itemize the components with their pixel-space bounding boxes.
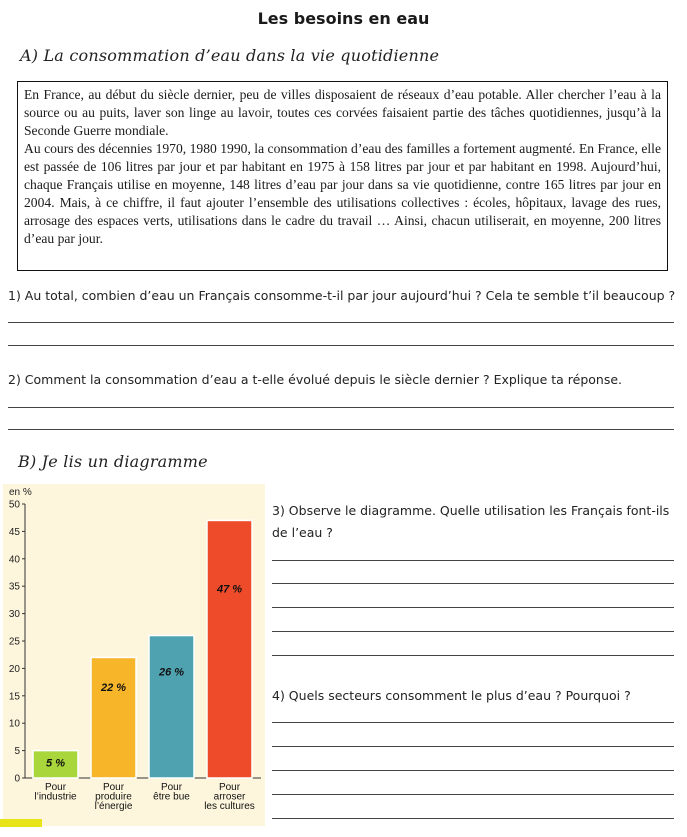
x-category-label: Pour xyxy=(160,782,183,793)
answer-line[interactable] xyxy=(272,631,674,632)
x-category-label: Pour xyxy=(44,782,67,793)
answer-line[interactable] xyxy=(272,722,674,723)
question-1: 1) Au total, combien d’eau un Français consomme-t-il par jour aujourd’hui ? Cela te semble t’il beaucoup ? xyxy=(8,288,676,303)
answer-line[interactable] xyxy=(8,407,674,408)
answer-line[interactable] xyxy=(272,818,674,819)
bar-2 xyxy=(91,657,136,778)
bar-data-label: 22 % xyxy=(100,682,127,695)
paragraph-1: En France, au début du siècle dernier, peu de villes disposaient de réseaux d’eau potable. Aller chercher l’eau à la source ou au puits, laver son linge au lavoir, toutes ces corvées faisaient partie des tâches quotidiennes, jusqu’à la Seconde Guerre mondiale. xyxy=(24,87,661,138)
y-tick-label: 40 xyxy=(8,554,20,566)
y-tick-label: 30 xyxy=(8,609,20,621)
y-axis-label: en % xyxy=(9,487,32,498)
answer-line[interactable] xyxy=(272,746,674,747)
y-tick-label: 50 xyxy=(8,499,20,511)
question-3: 3) Observe le diagramme. Quelle utilisation les Français font-ils de l’eau ? xyxy=(272,503,670,540)
y-tick-label: 15 xyxy=(8,691,20,703)
y-tick-label: 20 xyxy=(8,663,20,675)
reading-text-box xyxy=(17,81,668,271)
answer-line[interactable] xyxy=(272,560,674,561)
decorative-strip xyxy=(0,819,42,827)
x-category-label: Pour xyxy=(218,782,241,793)
y-tick-label: 10 xyxy=(8,718,20,730)
answer-line[interactable] xyxy=(272,770,674,771)
question-2: 2) Comment la consommation d’eau a t-elle évolué depuis le siècle dernier ? Explique ta réponse. xyxy=(8,372,623,387)
paragraph-2: Au cours des décennies 1970, 1980 1990, la consommation d’eau des familles a fortement augmenté. En France, elle est passée de 106 litres par jour et par habitant en 1975 à 158 litres par jour et par habitant en 1998. Aujourd’hui, chaque Français utilise en moyenne, 148 litres d’eau par jour dans sa vie quotidienne, contre 165 litres par jour en 2004. Mais, à ce chiffre, il faut ajouter l’ensemble des utilisations collectives : écoles, hôpitaux, lavage des rues, arrosage des espaces verts, utilisations dans le cadre du travail … Ainsi, chacun utiliserait, en moyenne, 200 litres d’eau par jour. xyxy=(24,141,661,246)
bar-chart xyxy=(3,484,265,826)
bar-data-label: 47 % xyxy=(216,583,243,596)
page-title: Les besoins en eau xyxy=(257,9,430,28)
x-category-label: Pour xyxy=(102,782,125,793)
answer-line[interactable] xyxy=(272,607,674,608)
chart-svg xyxy=(3,484,265,826)
y-tick-label: 45 xyxy=(8,526,20,538)
y-tick-label: 25 xyxy=(8,636,20,648)
bar-data-label: 5 % xyxy=(46,757,65,770)
answer-line[interactable] xyxy=(8,429,674,430)
section-a-heading: A) La consommation d’eau dans la vie quotidienne xyxy=(20,46,440,65)
x-category-label: arroser xyxy=(213,791,246,803)
y-tick-label: 35 xyxy=(8,581,20,593)
answer-line[interactable] xyxy=(272,655,674,656)
answer-line[interactable] xyxy=(8,345,674,346)
x-category-label: l’industrie xyxy=(34,791,77,803)
x-category-label: produire xyxy=(95,791,132,803)
bar-3 xyxy=(149,636,194,778)
y-tick-label: 5 xyxy=(14,746,20,758)
bar-data-label: 26 % xyxy=(158,666,185,679)
x-category-label: l’énergie xyxy=(94,801,133,812)
x-category-label: les cultures xyxy=(204,801,255,812)
bar-4 xyxy=(207,520,252,778)
answer-line[interactable] xyxy=(272,583,674,584)
answer-line[interactable] xyxy=(272,794,674,795)
question-4: 4) Quels secteurs consomment le plus d’eau ? Pourquoi ? xyxy=(272,688,631,703)
section-b-heading: B) Je lis un diagramme xyxy=(18,452,208,471)
y-tick-label: 0 xyxy=(14,773,20,785)
x-category-label: être bue xyxy=(153,791,190,803)
answer-line[interactable] xyxy=(8,322,674,323)
